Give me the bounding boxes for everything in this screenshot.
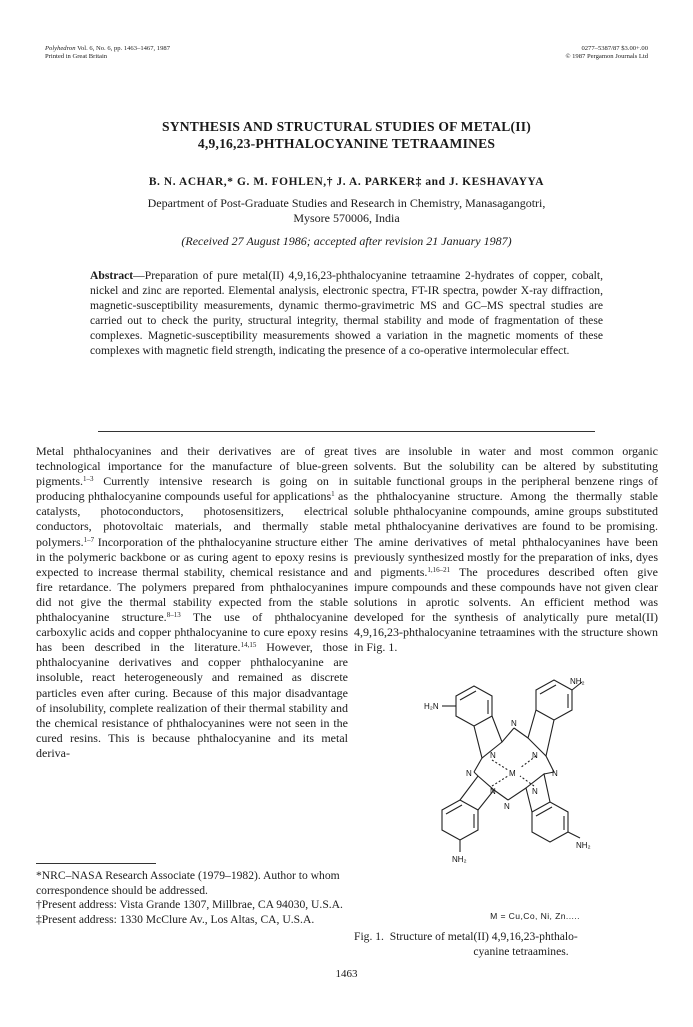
printed-in: Printed in Great Britain (45, 53, 108, 61)
reference-superscript: 1–7 (83, 535, 95, 544)
amine-label-bottom-right: NH₂ (576, 841, 591, 850)
reference-superscript: 1–3 (83, 475, 94, 484)
affiliation-line-1: Department of Post-Graduate Studies and Research in Chemistry, Manasagangotri, (147, 196, 546, 210)
caption-line-2: cyanine tetraamines. (473, 944, 569, 958)
phthalocyanine-structure-diagram (420, 676, 608, 888)
article-title (60, 118, 633, 152)
footnotes (36, 869, 348, 927)
journal-header-right (520, 45, 648, 62)
caption-line-1 (354, 930, 658, 945)
reference-superscript: 1 (331, 490, 335, 499)
figure-caption (354, 930, 658, 959)
amine-label-top-right: NH₂ (570, 677, 585, 686)
amine-label-h2n: H₂N (424, 702, 439, 711)
nitrogen-label: N (504, 802, 510, 811)
text-run: Metal phthalocyanines and their derivatives are of great technological importance for the manufacture of blue-green pigments. (36, 444, 348, 489)
authors: B. N. ACHAR,* G. M. FOHLEN,† J. A. PARKER‡ and J. KESHAVAYYA (148, 176, 545, 188)
reference-superscript: 1,16–21 (427, 565, 451, 574)
affiliation (80, 196, 613, 226)
right-paragraph (354, 444, 658, 655)
nitrogen-label: N (466, 769, 472, 778)
body-column-right (354, 444, 658, 655)
left-paragraph (36, 444, 348, 761)
pyrrole-ring-bottom-right (526, 774, 550, 812)
copyright: © 1987 Pergamon Journals Ltd (565, 53, 648, 61)
caption-text: Structure of metal(II) 4,9,16,23-phthalo- (389, 930, 578, 943)
issn-price: 0277–5387/87 $3.00+.00 (581, 45, 648, 52)
footnote-1: *NRC–NASA Research Associate (1979–1982). Author to whom correspondence should be addressed. (36, 869, 340, 897)
abstract-label: Abstract (90, 269, 134, 282)
nitrogen-label: N (490, 787, 496, 796)
title-line-2: 4,9,16,23-PHTHALOCYANINE TETRAAMINES (197, 136, 496, 151)
structure-figure (420, 676, 608, 888)
title-line-1: SYNTHESIS AND STRUCTURAL STUDIES OF METAL(II) (162, 119, 531, 134)
footnote-divider (36, 863, 156, 864)
journal-citation: Vol. 6, No. 6, pp. 1463–1467, 1987 (77, 45, 170, 52)
abstract-text: —Preparation of pure metal(II) 4,9,16,23-phthalocyanine tetraamine 2-hydrates of copper, cobalt, nickel and zinc are reported. Elemental analysis, electronic spectra, FT-IR spectra, powder X-ray diffraction, magnetic-susceptibility measurements, dynamic thermo-gravimetric MS and GC–MS spectral studies are carried out to check the purity, structural integrity, thermal stability and mode of fragmentation of these complexes. Magnetic-susceptibility measurements showed a variation in the magnetic moments of these complexes with magnetic field strength, indicating the presence of a co-operative intermolecular effect. (90, 269, 603, 357)
body-column-left (36, 444, 348, 761)
nitrogen-label: N (532, 787, 538, 796)
caption-label: Fig. 1. (354, 930, 384, 943)
nitrogen-label: N (511, 719, 517, 728)
pyrrole-ring-top-left (474, 716, 502, 758)
pyrrole-ring-bottom-left (460, 776, 494, 810)
abstract (90, 268, 603, 358)
footnote-3: ‡Present address: 1330 McClure Av., Los Altas, CA, U.S.A. (36, 912, 315, 926)
reference-superscript: 14,15 (240, 641, 257, 650)
abstract-divider (98, 431, 595, 432)
text-run: Incorporation of the phthalocyanine structure either in the polymeric backbone or as curing agent to epoxy resins is expected to increase thermal stability, chemical resistance and fire retardance. The polymers prepared from phthalocyanines did not give the thermal stability expected from the stable phthalocyanine structure. (36, 534, 348, 625)
nitrogen-label: N (490, 751, 496, 760)
nitrogen-label: N (532, 751, 538, 760)
reference-superscript: 8–13 (166, 611, 181, 620)
metal-list: M = Cu,Co, Ni, Zn..... (490, 911, 580, 921)
text-run: as catalysts, photoconductors, photosensitizers, electrical conductors, photovoltaic materials, and thermally stable polymers. (36, 489, 348, 549)
received-dates: (Received 27 August 1986; accepted after revision 21 January 1987) (181, 234, 512, 248)
text-run: The use of phthalocyanine carboxylic acids and copper phthalocyanine to cure epoxy resins has been described in the literature. (36, 610, 348, 655)
journal-name: Polyhedron (45, 45, 76, 52)
metal-center-label: M (509, 769, 516, 778)
text-run: However, those phthalocyanine derivatives and copper phthalocyanine are insoluble, react heterogeneously and remained as discrete particles even after curing. Because of this major disadvantage of insolubility, complete realization of their thermal stability and the chemical resistance of phthalocyanines were not seen in the cured resins. This is because phthalocyanine and its metal deriva- (36, 640, 348, 760)
page-number: 1463 (335, 968, 358, 980)
amine-label-bottom-left: NH₂ (452, 855, 467, 864)
pyrrole-ring-top-right (528, 710, 554, 756)
nitrogen-label: N (552, 769, 558, 778)
text-run: tives are insoluble in water and most common organic solvents. But the solubility can be altered by substituting suitable functional groups in the peripheral benzene rings of the phthalocyanine structure. Among the thermally stable soluble phthalocyanine compounds, amine groups substituted metal phthalocyanine derivatives are found to be promising. The amine derivatives of metal phthalocyanines have been previously synthesized mostly for the preparation of inks, dyes and pigments. (354, 444, 658, 579)
footnote-2: †Present address: Vista Grande 1307, Millbrae, CA 94030, U.S.A. (36, 898, 343, 912)
affiliation-line-2: Mysore 570006, India (293, 211, 400, 225)
text-run: Currently intensive research is going on in producing phthalocyanine compounds useful for applications (36, 474, 348, 504)
journal-header-left (45, 45, 170, 62)
text-run: The procedures described often give impure compounds and these compounds have not given clear solutions in aprotic solvents. An efficient method was developed for the synthesis of analytically pure metal(II) 4,9,16,23-phthalocyanine tetraamines with the structure shown in Fig. 1. (354, 564, 659, 655)
